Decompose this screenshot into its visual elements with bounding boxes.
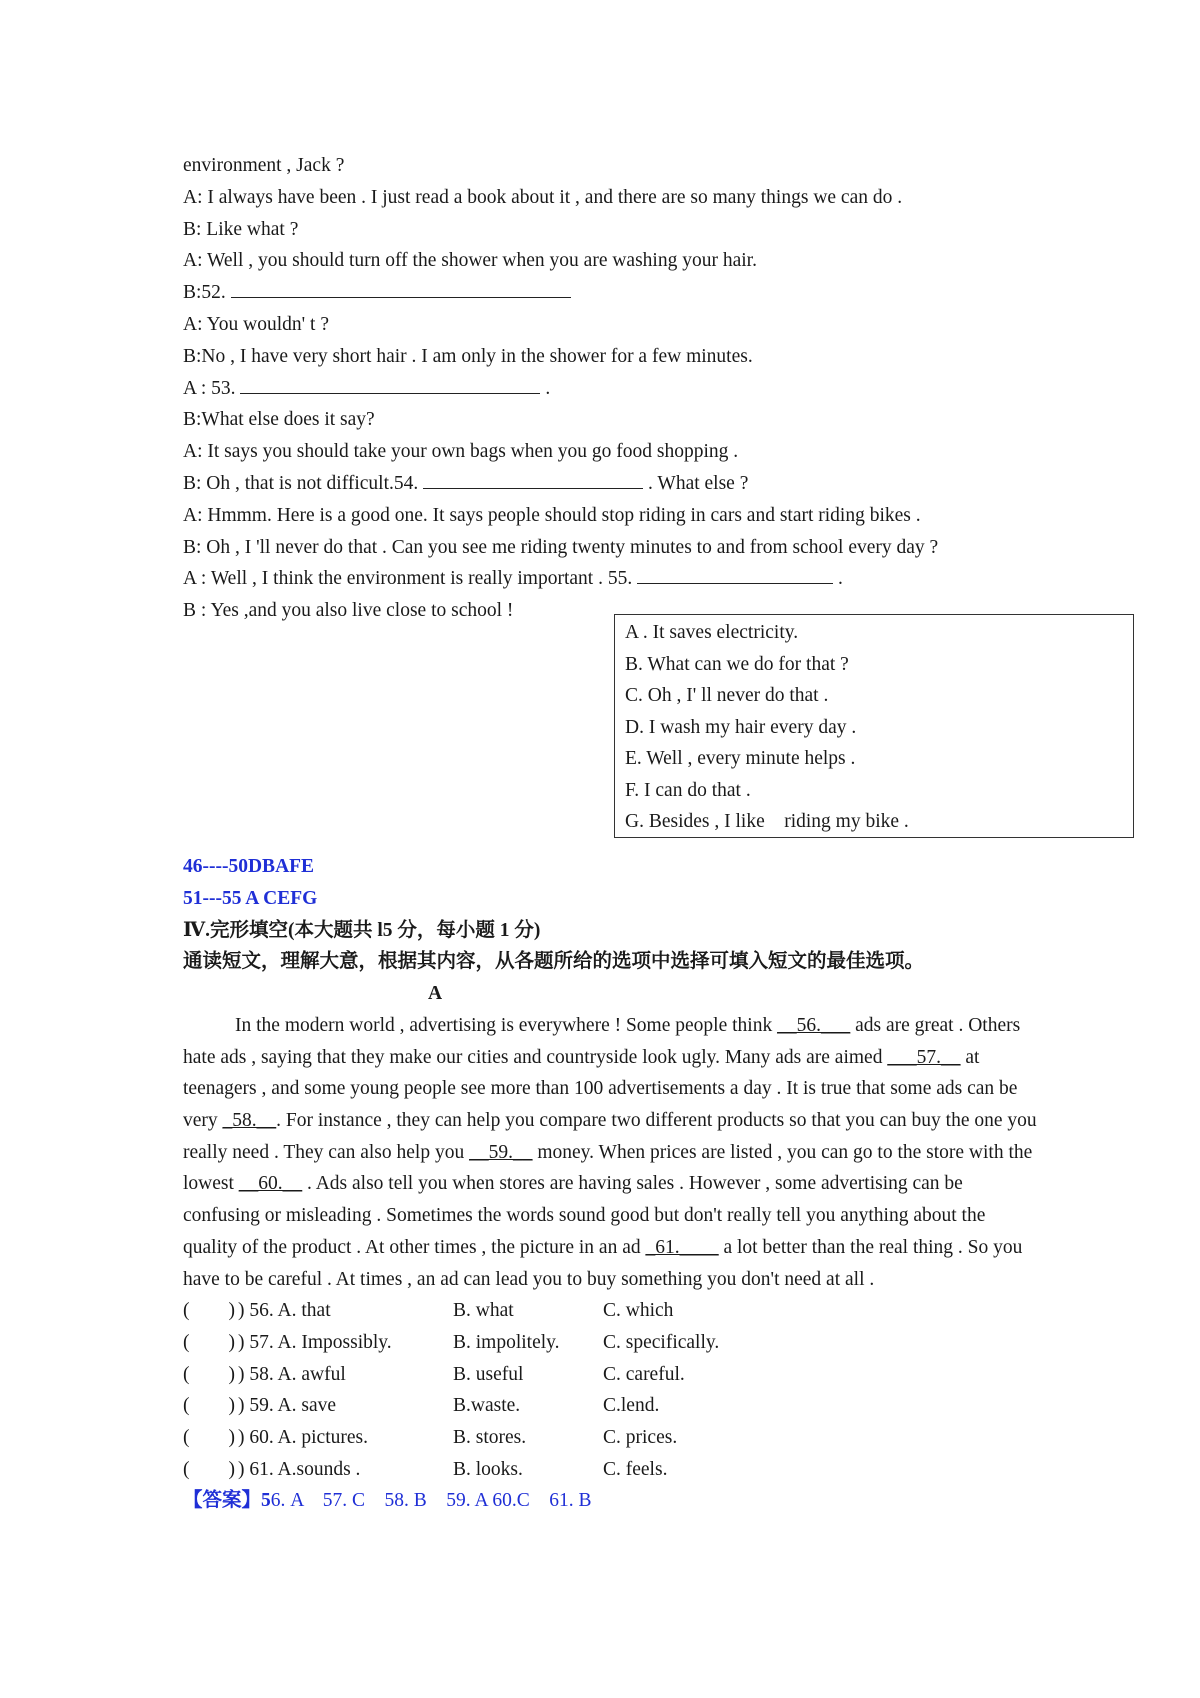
dialogue-line-52	[183, 277, 1083, 309]
dialogue-line: A: It says you should take your own bags when you go food shopping .	[183, 441, 739, 463]
answer-blank-53[interactable]	[240, 373, 540, 394]
blank-57[interactable]: ___57.__	[887, 1046, 961, 1068]
passage-text: money. When prices are listed , you can go to the store with the lowest	[183, 1141, 1033, 1195]
dialogue-line: B : Yes ,and you also live close to school !	[183, 600, 514, 622]
option-c: C. careful.	[603, 1363, 685, 1385]
option-item: C. Oh , I' ll never do that .	[625, 685, 829, 706]
option-item: E. Well , every minute helps .	[625, 748, 856, 769]
question-list	[183, 1295, 1083, 1485]
answer-blank-55[interactable]	[637, 563, 833, 584]
question-row	[183, 1327, 1083, 1359]
dialogue-line: A: Hmmm. Here is a good one. It says people should stop riding in cars and start riding bikes .	[183, 504, 921, 526]
option-b: B. useful	[453, 1363, 524, 1385]
dialogue-line: B: Like what ?	[183, 218, 299, 240]
dialogue-line-54	[183, 468, 1083, 500]
option-a: ) 60. A. pictures.	[238, 1427, 368, 1449]
option-a: ) 57. A. Impossibly.	[238, 1331, 392, 1353]
dialogue-text: A : 53.	[183, 377, 236, 399]
option-c: C. which	[603, 1300, 674, 1322]
section-instruction: 通读短文，理解大意，根据其内容，从各题所给的选项中选择可填入短文的最佳选项。	[183, 951, 925, 973]
dialogue-line: B:What else does it say?	[183, 409, 375, 431]
section-title: Ⅳ.完形填空(本大题共 l5 分，每小题 1 分)	[183, 919, 541, 941]
dialogue-text: B:52.	[183, 282, 226, 304]
answer-paren[interactable]: ( )	[183, 1331, 235, 1353]
answer-line: 46----50DBAFE	[183, 855, 315, 877]
option-b: B. stores.	[453, 1427, 527, 1449]
answer-paren[interactable]: ( )	[183, 1458, 235, 1480]
answer-key-text: 6. A 57. C 58. B 59. A 60.C 61. B	[270, 1490, 592, 1512]
dialogue-line: environment , Jack ?	[183, 155, 345, 176]
option-b: B. what	[453, 1300, 514, 1322]
passage-label: A	[428, 983, 443, 1005]
question-row	[183, 1295, 1083, 1327]
dialogue-text: A : Well , I think the environment is really important . 55.	[183, 568, 633, 590]
blank-60[interactable]: __60.__	[238, 1173, 303, 1195]
option-a: ) 61. A.sounds .	[238, 1458, 361, 1480]
passage-text: . For instance , they can help you compare two different products so that you can buy the one you really need . They can also help you	[183, 1110, 1037, 1163]
answer-paren[interactable]: ( )	[183, 1300, 235, 1322]
option-item: G. Besides , I like riding my bike .	[625, 811, 909, 832]
answer-blank-54[interactable]	[423, 468, 643, 489]
passage-text: In the modern world , advertising is everywhere ! Some people think	[235, 1014, 778, 1036]
passage-text: a lot better than the real thing . So you have to be careful . At times , an ad can lead you to buy something you don't need at all .	[183, 1236, 1023, 1290]
answer-blank-52[interactable]	[231, 277, 571, 298]
dialogue-text: B: Oh , that is not difficult.54.	[183, 472, 419, 494]
option-c: C. prices.	[603, 1427, 678, 1449]
dialogue-line: A: You wouldn' t ?	[183, 313, 329, 335]
dialogue-line: B: Oh , I 'll never do that . Can you see me riding twenty minutes to and from school every day ?	[183, 536, 939, 558]
option-c: C. feels.	[603, 1458, 668, 1480]
blank-59[interactable]: __59.__	[469, 1141, 533, 1163]
passage-paragraph	[183, 1010, 1043, 1295]
dialogue-suffix: .	[545, 377, 551, 399]
answer-paren[interactable]: ( )	[183, 1427, 235, 1449]
option-b: B.waste.	[453, 1395, 521, 1417]
dialogue-line: A: I always have been . I just read a book about it , and there are so many things we can do .	[183, 186, 903, 208]
dialogue-line: B:No , I have very short hair . I am only in the shower for a few minutes.	[183, 345, 753, 367]
dialogue-line-55	[183, 563, 1083, 595]
dialogue-line: A: Well , you should turn off the shower when you are washing your hair.	[183, 250, 757, 272]
option-item: D. I wash my hair every day .	[625, 716, 857, 738]
option-item: B. What can we do for that ?	[625, 653, 849, 675]
blank-61[interactable]: _61.____	[645, 1236, 719, 1258]
question-row	[183, 1390, 1083, 1422]
blank-56[interactable]: __56.___	[777, 1014, 851, 1036]
answer-line: 51---55 A CEFG	[183, 887, 318, 909]
option-a: ) 56. A. that	[238, 1300, 331, 1322]
question-row	[183, 1422, 1083, 1454]
option-item: F. I can do that .	[625, 779, 751, 801]
option-a: ) 59. A. save	[238, 1395, 337, 1417]
answer-paren[interactable]: ( )	[183, 1363, 235, 1385]
passage-text: ads are great . Others hate ads , saying that they make our cities and countryside look ugly. Many ads are aimed	[183, 1014, 1021, 1068]
dialogue-suffix: . What else ?	[648, 472, 749, 494]
blank-58[interactable]: _58.__	[222, 1110, 277, 1132]
option-b: B. impolitely.	[453, 1331, 560, 1353]
option-item: A . It saves electricity.	[625, 622, 799, 643]
answer-paren[interactable]: ( )	[183, 1395, 235, 1417]
question-row	[183, 1359, 1083, 1391]
passage-text: . Ads also tell you when stores are having sales . However , some advertising can be confusing or misleading . Sometimes the words sound good but don't really tell you anything about the quality of the product . At other times , the picture in an ad	[183, 1173, 986, 1258]
option-b: B. looks.	[453, 1458, 523, 1480]
answer-key	[183, 1485, 1083, 1517]
answer-key-label: 【答案】5	[183, 1490, 271, 1512]
option-a: ) 58. A. awful	[238, 1363, 346, 1385]
dialogue-line-53	[183, 373, 1083, 405]
dialogue-suffix: .	[837, 568, 843, 590]
option-c: C.lend.	[603, 1395, 660, 1417]
options-box	[614, 614, 1134, 838]
option-c: C. specifically.	[603, 1331, 720, 1353]
question-row	[183, 1454, 1083, 1486]
passage-text: at teenagers , and some young people see more than 100 advertisements a day . It is true that some ads can be very	[183, 1046, 1018, 1132]
